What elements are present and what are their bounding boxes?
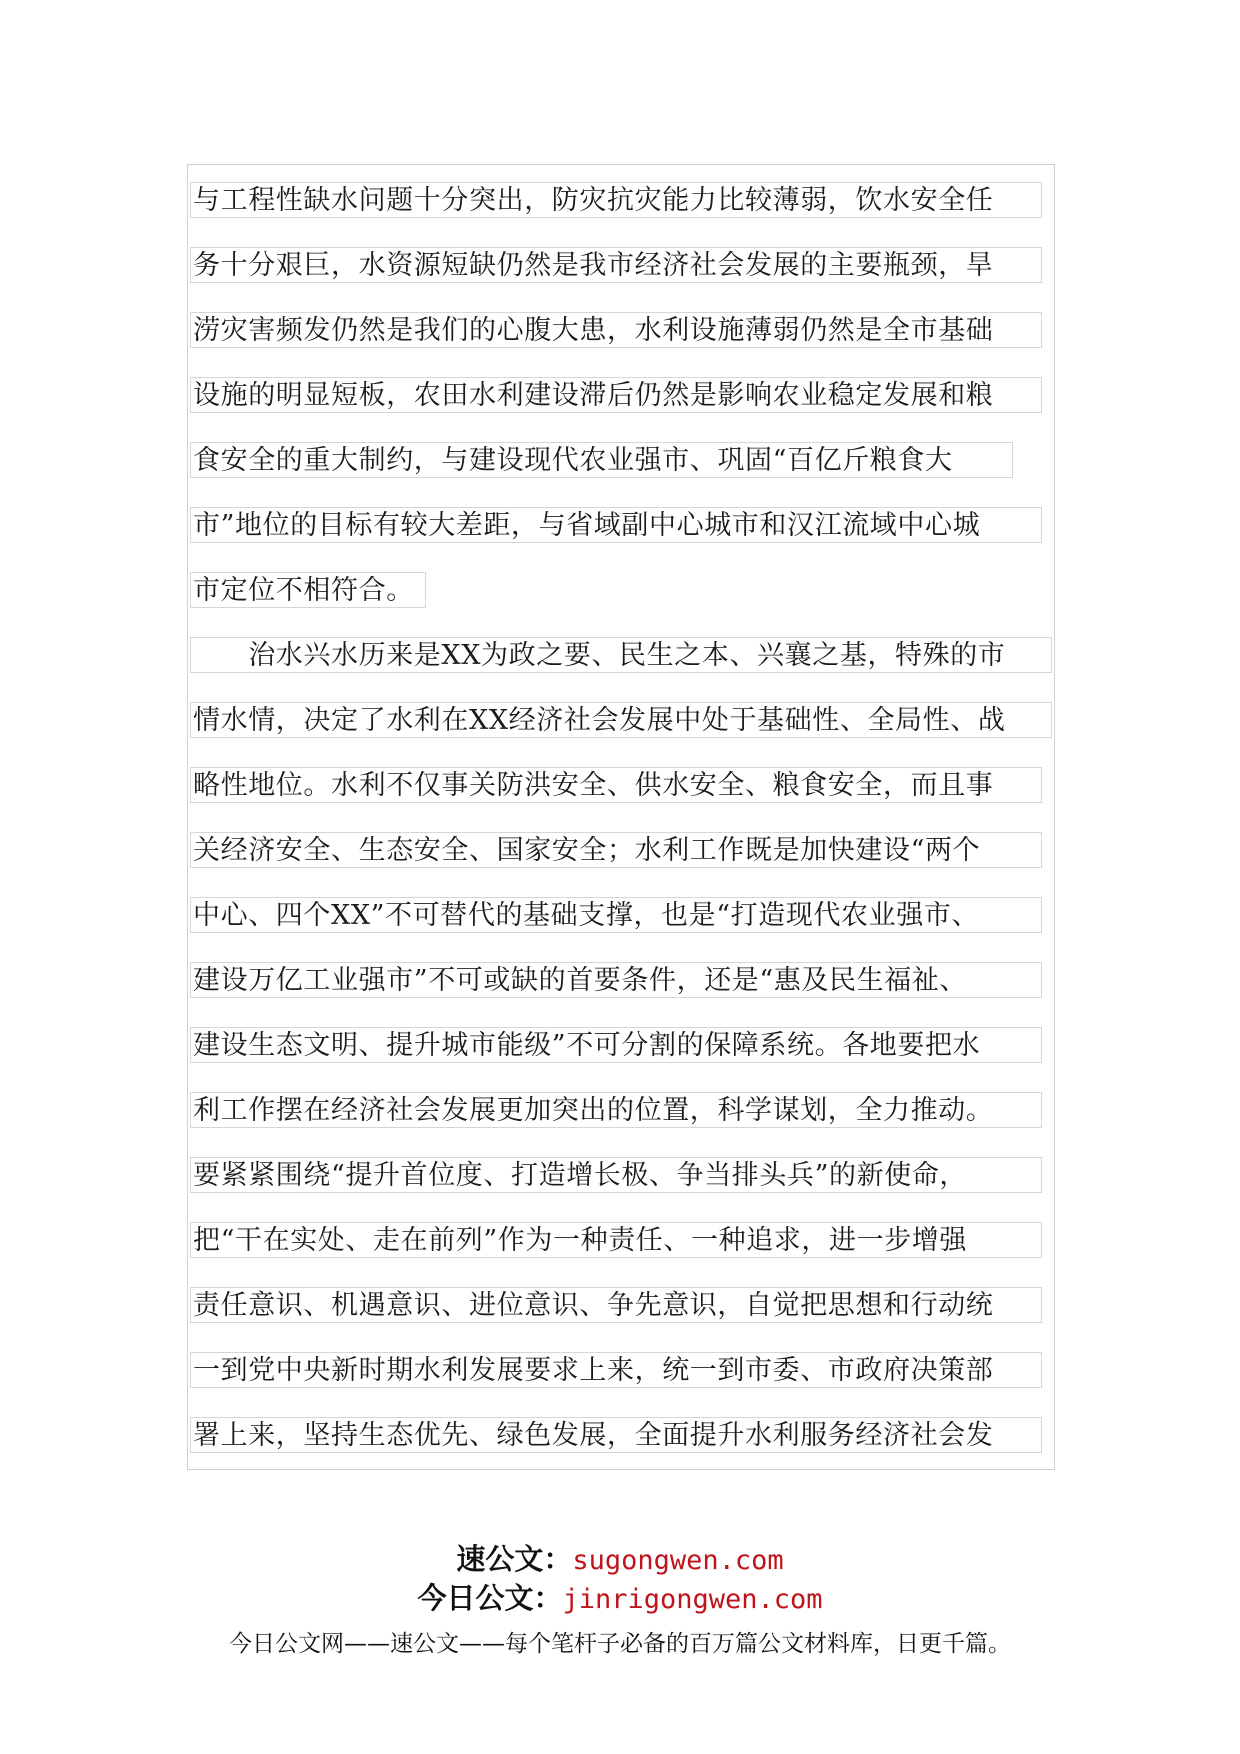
text-line: 略性地位。水利不仅事关防洪安全、供水安全、粮食安全，而且事 — [190, 767, 1042, 803]
text-line: 市定位不相符合。 — [190, 572, 426, 608]
text-line: 与工程性缺水问题十分突出，防灾抗灾能力比较薄弱，饮水安全任 — [190, 182, 1042, 218]
footer-link-sugongwen[interactable]: sugongwen.com — [572, 1545, 784, 1576]
text-line: 把“干在实处、走在前列”作为一种责任、一种追求，进一步增强 — [190, 1222, 1042, 1258]
text-line: 责任意识、机遇意识、进位意识、争先意识，自觉把思想和行动统 — [190, 1287, 1042, 1323]
text-line: 关经济安全、生态安全、国家安全；水利工作既是加快建设“两个 — [190, 832, 1042, 868]
text-line: 设施的明显短板，农田水利建设滞后仍然是影响农业稳定发展和粮 — [190, 377, 1042, 413]
footer-line-jinrigongwen — [0, 1576, 1240, 1617]
footer-tagline: 今日公文网——速公文——每个笔杆子必备的百万篇公文材料库，日更千篇。 — [229, 1631, 1011, 1657]
text-line: 情水情，决定了水利在XX经济社会发展中处于基础性、全局性、战 — [190, 702, 1052, 738]
text-line: 建设万亿工业强市”不可或缺的首要条件，还是“惠及民生福祉、 — [190, 962, 1042, 998]
footer-line-sugongwen — [0, 1537, 1240, 1578]
text-line: 市”地位的目标有较大差距，与省域副中心城市和汉江流域中心城 — [190, 507, 1042, 543]
text-line: 署上来，坚持生态优先、绿色发展，全面提升水利服务经济社会发 — [190, 1417, 1042, 1453]
text-line: 食安全的重大制约，与建设现代农业强市、巩固“百亿斤粮食大 — [190, 442, 1013, 478]
text-line: 涝灾害频发仍然是我们的心腹大患，水利设施薄弱仍然是全市基础 — [190, 312, 1042, 348]
text-line: 一到党中央新时期水利发展要求上来，统一到市委、市政府决策部 — [190, 1352, 1042, 1388]
text-line: 要紧紧围绕“提升首位度、打造增长极、争当排头兵”的新使命， — [190, 1157, 1042, 1193]
footer-label-jinrigongwen: 今日公文： — [417, 1581, 563, 1615]
document-text-frame — [187, 164, 1055, 1470]
text-line: 利工作摆在经济社会发展更加突出的位置，科学谋划，全力推动。 — [190, 1092, 1042, 1128]
text-line: 中心、四个XX”不可替代的基础支撑，也是“打造现代农业强市、 — [190, 897, 1042, 933]
footer-link-jinrigongwen[interactable]: jinrigongwen.com — [562, 1584, 823, 1615]
footer-label-sugongwen: 速公文： — [456, 1542, 573, 1576]
text-line: 务十分艰巨，水资源短缺仍然是我市经济社会发展的主要瓶颈，旱 — [190, 247, 1042, 283]
text-line: 治水兴水历来是XX为政之要、民生之本、兴襄之基，特殊的市 — [190, 637, 1052, 673]
text-line: 建设生态文明、提升城市能级”不可分割的保障系统。各地要把水 — [190, 1027, 1042, 1063]
